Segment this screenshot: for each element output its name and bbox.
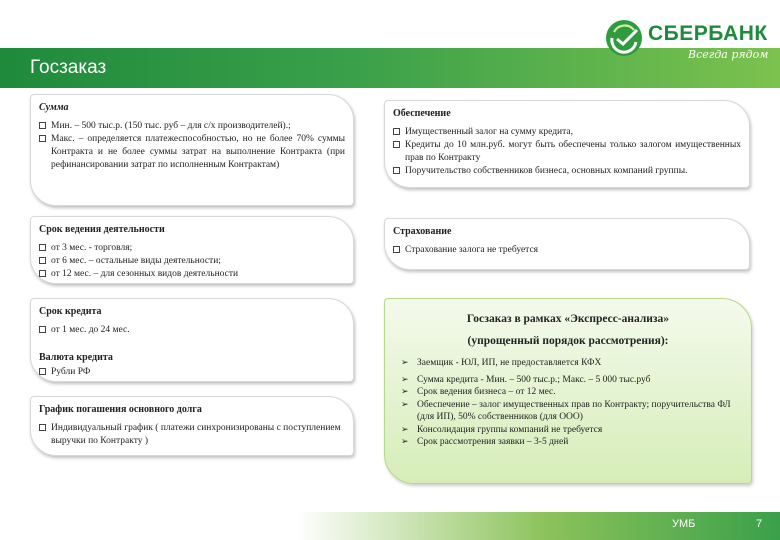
list-item: от 12 мес. – для сезонных видов деятельности xyxy=(39,268,345,281)
list-item: Макс. – определяется платежеспособностью, но не более 70% суммы Контракта и не более суммы затрат на выполнение Контракта (при рефинансировании затрат по исполненным Контрактам) xyxy=(39,133,345,172)
logo-slogan: Всегда рядом xyxy=(688,48,769,61)
checkbox-bullet-icon xyxy=(39,257,46,264)
arrow-bullet-icon: ➢ xyxy=(401,387,409,397)
insurance-heading: Страхование xyxy=(393,226,452,237)
checkbox-bullet-icon xyxy=(39,122,46,129)
list-item: от 6 мес. – остальные виды деятельности; xyxy=(39,255,345,268)
express-title: Госзаказ в рамках «Экспресс-анализа» xyxy=(466,313,670,325)
express-analysis-box xyxy=(384,298,752,484)
checkbox-bullet-icon xyxy=(39,270,46,277)
logo-name: СБЕРБАНК xyxy=(648,22,768,45)
footer xyxy=(0,512,780,540)
list-item: от 1 мес. до 24 мес. xyxy=(39,324,345,337)
loan-term-heading: Срок кредита xyxy=(39,306,102,317)
list-item: ➢ Срок рассмотрения заявки – 3-5 дней xyxy=(401,437,569,447)
arrow-bullet-icon: ➢ xyxy=(401,374,409,385)
insurance-box xyxy=(384,218,750,270)
checkbox-bullet-icon xyxy=(393,246,400,253)
checkbox-bullet-icon xyxy=(393,141,400,148)
list-item: ➢ Консолидация группы компаний не требуется xyxy=(401,424,603,435)
list-item: ➢ Сумма кредита - Мин. – 500 тыс.р.; Макс. – 5 000 тыс.руб xyxy=(401,374,651,385)
arrow-bullet-icon: ➢ xyxy=(401,437,409,447)
footer-code: УМБ xyxy=(672,518,696,530)
list-item: ➢ Заемщик - ЮЛ, ИП, не предоставляется КФХ xyxy=(401,358,602,368)
page-title: Госзаказ xyxy=(30,57,107,78)
list-item: Поручительство собственников бизнеса, основных компаний группы. xyxy=(393,165,741,178)
page-number: 7 xyxy=(756,518,763,530)
experience-box xyxy=(30,216,354,284)
checkbox-bullet-icon xyxy=(393,128,400,135)
experience-heading: Срок ведения деятельности xyxy=(39,224,165,235)
list-item: Кредиты до 10 млн.руб. могут быть обеспечены только залогом имущественных прав по Контракту xyxy=(393,139,741,165)
list-item: ➢ Срок ведения бизнеса – от 12 мес. xyxy=(401,387,556,397)
express-subtitle: (упрощенный порядок рассмотрения): xyxy=(467,335,669,347)
sberbank-logo-icon xyxy=(604,18,644,58)
schedule-box xyxy=(30,396,354,456)
security-box xyxy=(384,100,750,188)
header xyxy=(0,0,780,88)
security-heading: Обеспечение xyxy=(393,108,451,119)
sberbank-logo xyxy=(604,18,774,68)
loan-term-box xyxy=(30,298,354,382)
checkbox-bullet-icon xyxy=(39,424,46,431)
currency-heading: Валюта кредита xyxy=(39,352,113,363)
arrow-bullet-icon: ➢ xyxy=(401,399,409,410)
schedule-heading: График погашения основного долга xyxy=(39,404,202,415)
checkbox-bullet-icon xyxy=(39,244,46,251)
sum-box xyxy=(30,94,354,206)
checkbox-bullet-icon xyxy=(393,167,400,174)
list-item: Рубли РФ xyxy=(39,366,345,379)
list-item: Индивидуальный график ( платежи синхронизированы с поступлением выручки по Контракту ) xyxy=(39,422,345,448)
list-item: ➢ Обеспечение – залог имущественных прав по Контракту; поручительства ФЛ (для ИП), 50% собственников (для ООО) xyxy=(401,399,731,422)
list-item: Имущественный залог на сумму кредита, xyxy=(393,126,741,139)
checkbox-bullet-icon xyxy=(39,326,46,333)
express-list xyxy=(401,357,741,449)
list-item: Мин. – 500 тыс.р. (150 тыс. руб – для с/х производителей).; xyxy=(39,120,345,133)
list-item: Страхование залога не требуется xyxy=(393,244,741,257)
list-item: от 3 мес. - торговля; xyxy=(39,242,345,255)
checkbox-bullet-icon xyxy=(39,135,46,142)
sum-heading: Сумма xyxy=(39,102,69,113)
checkbox-bullet-icon xyxy=(39,368,46,375)
arrow-bullet-icon: ➢ xyxy=(401,358,409,368)
arrow-bullet-icon: ➢ xyxy=(401,424,409,435)
